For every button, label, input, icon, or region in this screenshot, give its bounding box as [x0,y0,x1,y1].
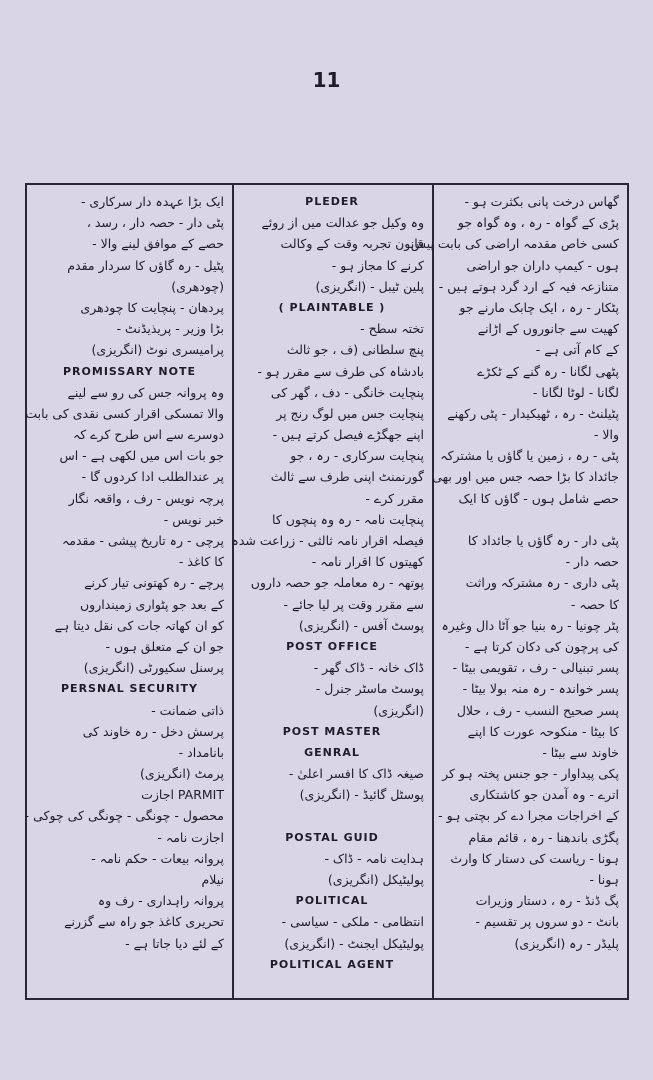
middle-column-line: مقرر کرے - [365,490,424,506]
middle-column-line: پنچ سلطانی (ف ، جو ثالث [286,342,424,358]
middle-column [232,185,434,998]
right-column-line: پگڑی باندھنا - رہ ، قائم مقام [468,829,619,845]
middle-column-line: تختہ سطح - [360,321,424,337]
left-column-line: تحریری کاغذ جو راہ سے گزرنے [64,914,224,930]
middle-column-line: (انگریزی) [373,702,424,718]
right-column-line: پٹیلنٹ - رہ ، ٹھیکیدار - پٹی رکھنے [447,405,619,421]
right-column-line: گھاس درخت پانی بکثرت ہو - [464,194,619,209]
left-column-line: پرسش دخل - رہ خاوند کی [82,723,224,739]
left-column-line: خبر نویس - [163,511,224,527]
middle-column-line: ڈاک خانہ - ڈاک گھر - [313,660,424,676]
right-column-line: کسی خاص مقدمہ اراضی کی بابت پیش [410,236,619,252]
middle-column-line: کھیتوں کا اقرار نامہ - [311,554,424,570]
middle-column-line: ہدایت نامہ - ڈاک - [324,850,424,866]
left-column-line: وہ پروانہ جس کی رو سے لینے [67,384,224,400]
right-column-line: خاوند سے بیٹا - [542,744,619,760]
middle-column-line: فیصلہ اقرار نامہ ثالثی - زراعت شدہ [231,533,424,548]
left-column-line: ایک بڑا عہدہ دار سرکاری - [80,194,224,209]
left-column-line: کے لئے دیا جاتا ہے - [125,935,224,951]
left-column-line: جو ان کے متعلق ہوں - [105,638,224,654]
right-column-line: پگ ڈنڈ - رہ ، دستار وزیرات [475,893,619,909]
left-column-line: بڑا وزیر - پریذیڈنٹ - [116,321,224,337]
middle-column-line: پوتھہ - رہ معاملہ جو حصہ داروں [250,575,424,591]
left-column-line: حصے کے موافق لینے والا - [92,236,224,252]
middle-column-line: POST OFFICE [286,639,378,653]
left-column-line: پر عندالطلب ادا کردوں گا - [81,469,224,485]
right-column-line [442,509,619,530]
middle-column-line: GENRAL [304,745,360,759]
middle-column-line: صیغہ ڈاک کا افسر اعلیٰ - [288,766,424,782]
middle-column-line: پنچایت سرکاری - رہ ، جو [290,448,424,464]
left-column-line: PROMISSARY NOTE [62,364,197,378]
right-column-line: پڑی کے گواہ - رہ ، وہ گواہ جو [457,215,619,231]
right-column-line: پٹکار - رہ ، ایک چابک مارنے جو [459,299,619,315]
right-column-line: پٹر چونیا - رہ بنیا جو آٹا دال وغیرہ [441,617,619,633]
left-column-line: پروانہ بیعات - حکم نامہ - [91,850,224,866]
left-column-line: والا تمسکی اقرار کسی نقدی کی بابت [25,405,224,421]
right-column-line: پسر خواندہ - رہ منہ بولا بیٹا - [462,681,619,697]
middle-column-line: پولیٹیکل ایجنٹ - (انگریزی) [284,935,424,951]
glossary-table [25,183,629,1000]
right-column-line: کی پرچون کی دکان کرتا ہے - [464,638,619,654]
left-column-line: پرچے - رہ کھتونی تیار کرنے [84,575,224,591]
right-column-line: لگانا - لوٹا لگانا - [532,384,619,400]
left-column-line: پردھان - پنچایت کا چودھری [80,299,224,315]
middle-column-line: وہ وکیل جو عدالت میں از روئے [261,215,424,231]
page-number: 11 [312,68,341,92]
left-column-line: کا کاغذ - [178,554,224,570]
left-column-line: PERSNAL SECURITY [61,682,198,696]
middle-column-line: POLITICAL [295,894,369,908]
left-column-line: پٹیل - رہ گاؤں کا سردار مقدم [67,257,224,273]
left-column-line: پرامیسری نوٹ (انگریزی) [91,342,224,358]
middle-column-line: بادشاہ کی طرف سے مقرر ہو - [257,363,424,379]
left-column-line: جو بات اس میں لکھی ہے - اس [59,448,224,464]
right-column-line: پٹی - رہ ، زمین یا گاؤں یا مشترکہ [440,448,619,464]
middle-column-line: POST MASTER [282,724,382,738]
left-column-line: پرسنل سکیورٹی (انگریزی) [83,660,224,676]
left-column-line: پٹی دار - حصہ دار ، رسد ، [86,215,224,231]
middle-column-line: POLITICAL AGENT [269,957,395,971]
right-column-line: پلیڈر - رہ (انگریزی) [514,935,619,951]
middle-column-line: پوسٹل گائیڈ - (انگریزی) [299,787,424,803]
right-column-line: والا - [593,427,619,443]
right-column-line: ہونا - ریاست کی دستار کا وارث [450,850,619,866]
right-column-line: اترے - وہ آمدن جو کاشتکاری [469,787,619,803]
right-column-line: پکی پیداوار - جو جنس پختہ ہو کر [442,766,619,782]
right-column-line: ہونا - [589,872,619,887]
left-column [24,185,234,998]
left-column-line: پرمٹ (انگریزی) [140,766,224,782]
right-column-line: کھیت سے جانوروں کے اڑانے [477,321,619,337]
right-column [410,185,627,998]
right-column-line: کے کام آتی ہے - [535,342,619,358]
right-column-line: حصہ دار - [565,554,619,570]
right-column-line: پسر تبنیالی - رف ، تقویمی بیٹا - [452,660,619,676]
middle-column-line: گورنمنٹ اپنی طرف سے ثالث [270,469,424,485]
middle-column-line: POSTAL GUID [285,830,379,844]
right-column-line: کا حصہ - [570,596,619,612]
left-column-line: (چودھری) [171,278,224,294]
left-column-line: محصول - چونگی - چونگی کی چوکی - [24,808,224,824]
right-column-line: پٹھی لگانا - رہ گنے کے ٹکڑے [477,363,619,379]
middle-column-line: پوسٹ آفس - (انگریزی) [298,617,424,633]
middle-column-line: پنچایت خانگی - دف ، گھر کی [270,384,424,400]
middle-column-line [240,805,424,826]
right-column-line: جائداد کا بڑا حصہ جس میں اور بھی [432,469,619,485]
left-column-line: پروانہ راہداری - رف وہ [97,893,224,909]
middle-column-line: پنچایت جس میں لوگ رنج پر [276,405,424,421]
left-column-line: دوسرے سے اس طرح کرے کہ [72,427,224,443]
middle-column-line: پنچایت نامہ - رہ وہ پنچوں کا [272,511,424,527]
right-column-line: پٹی داری - رہ مشترکہ وراثت [465,575,619,591]
right-column-line: پسر صحیح النسب - رف ، حلال [456,702,619,718]
middle-column-line: پلین ٹیبل - (انگریزی) [315,278,424,294]
right-column-line: حصے شامل ہوں - گاؤں کا ایک [458,490,619,506]
right-column-line: پٹی دار - رہ گاؤں یا جائداد کا [467,533,619,548]
middle-column-line: اپنے جھگڑے فیصل کرتے ہیں - [272,427,424,443]
middle-column-line: سے مقرر وقت پر لیا جائے - [283,596,424,612]
left-column-line: بانامداد - [178,744,224,760]
left-column-line: نیلام [201,872,224,887]
right-column-line: کا بیٹا - منکوحہ عورت کا اپنے [467,723,619,739]
right-column-line: کے اخراجات مجرا دے کر بچتی ہو - [438,808,619,824]
left-column-line: PARMIT اجازت [141,787,224,803]
middle-column-line: پوسٹ ماسٹر جنرل - [315,681,424,697]
left-column-line: کے بعد جو پٹواری زمینداروں [80,596,224,612]
middle-column-line: انتظامی - ملکی - سیاسی - [281,914,424,930]
left-column-line: اجازت نامہ - [157,829,224,845]
middle-column-line: ( PLAINTABLE ) [278,300,386,314]
middle-column-line: PLEDER [305,195,359,208]
left-column-line: پرچی - رہ تاریخ پیشی - مقدمہ [61,533,224,548]
left-column-line: پرچہ نویس - رف ، واقعہ نگار [68,490,224,506]
left-column-line: ذاتی ضمانت - [151,702,224,718]
right-column-line: متنازعہ فیہ کے ارد گرد ہوتے ہیں - [438,278,619,294]
middle-column-line: کرنے کا مجاز ہو - [331,257,424,273]
middle-column-line: قانون تجربہ وقت کے وکالت [280,236,424,252]
middle-column-line: پولیٹیکل (انگریزی) [327,872,424,887]
right-column-line: ہوں - کیمپ داران جو اراضی [466,257,619,273]
right-column-line: بانٹ - دو سروں پر تقسیم - [475,914,619,930]
left-column-line: کو ان کھاتہ جات کی نقل دیتا ہے [54,617,224,633]
